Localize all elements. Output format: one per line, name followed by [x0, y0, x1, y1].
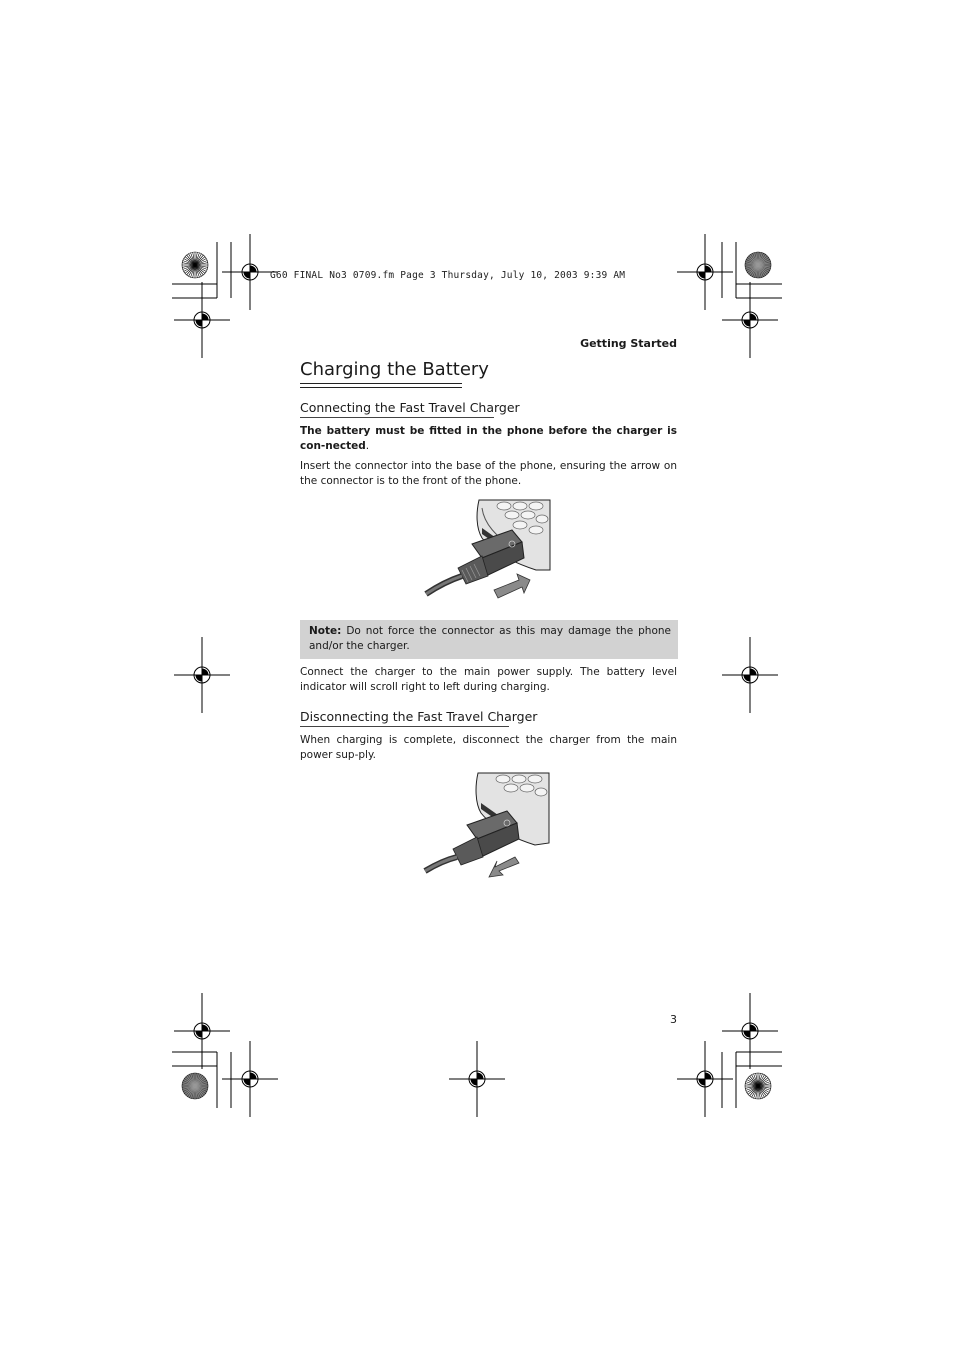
title-underline-double — [300, 387, 462, 388]
section-header: Getting Started — [580, 337, 677, 350]
color-target — [182, 252, 208, 278]
subheading-underline — [300, 417, 494, 418]
disconnect-illustration — [423, 771, 553, 879]
color-target — [182, 1073, 208, 1099]
registration-mark — [174, 993, 230, 1069]
warning-bold: The battery must be fitted in the phone before the charger is con-nected — [300, 425, 677, 452]
file-slug: G60 FINAL No3 0709.fm Page 3 Thursday, July 10, 2003 9:39 AM — [270, 270, 626, 281]
page-title: Charging the Battery — [300, 359, 489, 380]
registration-mark — [722, 637, 778, 713]
registration-mark — [722, 993, 778, 1069]
subheading-disconnecting: Disconnecting the Fast Travel Charger — [300, 709, 538, 724]
connect-illustration — [424, 498, 554, 603]
page-number: 3 — [670, 1013, 677, 1026]
registration-mark — [722, 282, 778, 358]
disconnect-instruction: When charging is complete, disconnect the charger from the main power sup-ply. — [300, 734, 677, 761]
note-text — [309, 624, 671, 653]
note-body: Do not force the connector as this may damage the phone and/or the charger. — [309, 625, 671, 652]
connect-power-paragraph: Connect the charger to the main power supply. The battery level indicator will scroll right to left during charging. — [300, 666, 677, 693]
warning-end: . — [365, 439, 370, 452]
color-target — [745, 1073, 771, 1099]
color-target — [745, 252, 771, 278]
registration-mark — [174, 282, 230, 358]
subheading-underline-2 — [300, 726, 509, 727]
note-label: Note: — [309, 625, 342, 637]
registration-mark — [174, 637, 230, 713]
registration-mark — [449, 1041, 505, 1117]
insert-instruction: Insert the connector into the base of the phone, ensuring the arrow on the connector is to the front of the phone. — [300, 460, 677, 487]
registration-mark — [677, 234, 733, 310]
registration-mark — [222, 1041, 278, 1117]
note-box — [300, 620, 678, 659]
warning-paragraph — [300, 424, 677, 453]
title-underline — [300, 383, 462, 384]
subheading-connecting: Connecting the Fast Travel Charger — [300, 400, 520, 415]
registration-mark — [677, 1041, 733, 1117]
